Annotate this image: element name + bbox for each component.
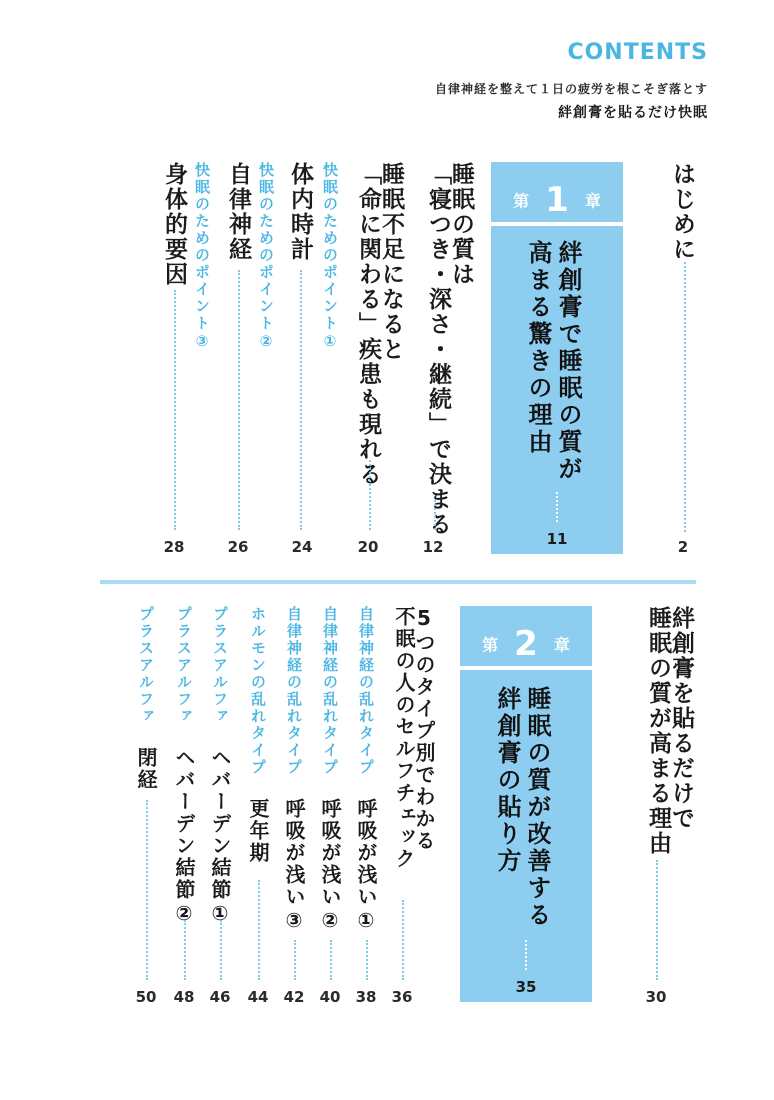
- toc-item-shallow-breathing-1[interactable]: [356, 606, 376, 934]
- leader-dots: [366, 940, 368, 980]
- leader-dots: [294, 940, 296, 980]
- toc-line: 呼吸が浅い②: [318, 798, 342, 934]
- chapter-divider: [491, 222, 623, 226]
- toc-line: ヘバーデン結節②: [172, 747, 196, 927]
- leader-dots: [220, 920, 222, 980]
- toc-item-shallow-breathing-2[interactable]: [320, 606, 340, 934]
- chapter-prefix: 第: [482, 635, 499, 655]
- toc-item-heberden-2[interactable]: [174, 606, 194, 927]
- toc-category: プラスアルファ: [175, 606, 193, 725]
- chapter-2-label: [460, 624, 592, 664]
- toc-line: 睡眠の質が高まる理由: [645, 606, 671, 856]
- toc-item-body-clock[interactable]: 体内時計: [287, 162, 313, 262]
- toc-item-bandage-reason[interactable]: [646, 606, 692, 856]
- page-number: 36: [391, 988, 413, 1006]
- toc-line: 呼吸が浅い③: [282, 798, 306, 934]
- toc-line: 5つのタイプ別でわかる: [412, 606, 436, 852]
- toc-category: 自律神経の乱れタイプ: [357, 606, 375, 776]
- leader-dots: [556, 492, 558, 522]
- page-number: 44: [247, 988, 269, 1006]
- leader-dots: [369, 460, 371, 530]
- chapter-title-line: 絆創膏の貼り方: [493, 686, 521, 875]
- chapter-suffix: 章: [553, 635, 570, 655]
- toc-category: 自律神経の乱れタイプ: [321, 606, 339, 776]
- page-number: 20: [357, 538, 379, 556]
- toc-item-shallow-breathing-3[interactable]: [284, 606, 304, 934]
- chapter-title-line: 睡眠の質が改善する: [523, 686, 551, 929]
- leader-dots: [238, 270, 240, 530]
- leader-dots: [300, 270, 302, 530]
- page-number: 42: [283, 988, 305, 1006]
- toc-category: プラスアルファ: [211, 606, 229, 725]
- page-number: 26: [227, 538, 249, 556]
- toc-subitem-point-1[interactable]: 快眠のためのポイント①: [321, 162, 339, 352]
- toc-line: 「寝つき・深さ・継続」で決まる: [425, 162, 451, 537]
- chapter-1-box[interactable]: [491, 162, 623, 554]
- page-number: 30: [645, 988, 667, 1006]
- toc-category: プラスアルファ: [137, 606, 155, 725]
- toc-item-self-check[interactable]: [394, 606, 434, 870]
- toc-subitem-point-2[interactable]: 快眠のためのポイント②: [257, 162, 275, 352]
- leader-dots: [184, 920, 186, 980]
- chapter-number: 1: [545, 180, 569, 220]
- chapter-divider: [460, 666, 592, 670]
- chapter-page-number: 35: [515, 978, 537, 996]
- page-number: 50: [135, 988, 157, 1006]
- toc-item-autonomic-nerves[interactable]: 自律神経: [225, 162, 251, 262]
- page-number: 28: [163, 538, 185, 556]
- toc-line: 睡眠不足になると: [378, 162, 404, 362]
- section-divider: [100, 580, 696, 584]
- toc-line: 「命に関わる」疾患も現れる: [355, 162, 381, 487]
- page-number: 46: [209, 988, 231, 1006]
- toc-item-physical-factors[interactable]: 身体的要因: [161, 162, 187, 287]
- toc-item-sleep-quality[interactable]: [426, 162, 472, 537]
- leader-dots: [684, 262, 686, 532]
- page-number: 24: [291, 538, 313, 556]
- chapter-1-title: [523, 240, 583, 483]
- leader-dots: [258, 880, 260, 980]
- chapter-1-label: [491, 180, 623, 220]
- page-number: 38: [355, 988, 377, 1006]
- leader-dots: [330, 940, 332, 980]
- toc-category: ホルモンの乱れタイプ: [249, 606, 267, 776]
- chapter-page-number: 11: [546, 530, 568, 548]
- toc-intro-label[interactable]: はじめに: [669, 162, 695, 262]
- toc-line: 不眠の人のセルフチェック: [392, 606, 416, 870]
- leader-dots: [656, 860, 658, 980]
- chapter-number: 2: [514, 624, 538, 664]
- toc-subitem-point-3[interactable]: 快眠のためのポイント③: [193, 162, 211, 352]
- page-number: 48: [173, 988, 195, 1006]
- book-title: 絆創膏を貼るだけ快眠: [558, 105, 708, 121]
- page-number: 2: [677, 538, 689, 556]
- chapter-2-title: [492, 686, 552, 929]
- chapter-title-line: 高まる驚きの理由: [524, 240, 552, 456]
- toc-line: 更年期: [246, 798, 270, 864]
- page-number: 12: [422, 538, 444, 556]
- leader-dots: [402, 900, 404, 980]
- toc-item-sleep-deprivation[interactable]: [356, 162, 402, 487]
- chapter-2-box[interactable]: [460, 606, 592, 1002]
- leader-dots: [146, 800, 148, 980]
- leader-dots: [174, 290, 176, 530]
- toc-line: 睡眠の質は: [448, 162, 474, 287]
- chapter-title-line: 絆創膏で睡眠の質が: [554, 240, 582, 483]
- leader-dots: [434, 500, 436, 530]
- page-number: 40: [319, 988, 341, 1006]
- toc-line: ヘバーデン結節①: [208, 747, 232, 927]
- toc-line: 閉経: [134, 747, 158, 791]
- chapter-suffix: 章: [584, 191, 601, 211]
- toc-item-menopause[interactable]: [136, 606, 156, 791]
- chapter-prefix: 第: [513, 191, 530, 211]
- contents-title: CONTENTS: [567, 40, 708, 65]
- toc-line: 絆創膏を貼るだけで: [668, 606, 694, 831]
- book-subtitle: 自律神経を整えて１日の疲労を根こそぎ落とす: [434, 82, 708, 96]
- leader-dots: [525, 940, 527, 970]
- toc-item-menopause-stage[interactable]: [248, 606, 268, 864]
- toc-item-heberden-1[interactable]: [210, 606, 230, 927]
- toc-line: 呼吸が浅い①: [354, 798, 378, 934]
- toc-category: 自律神経の乱れタイプ: [285, 606, 303, 776]
